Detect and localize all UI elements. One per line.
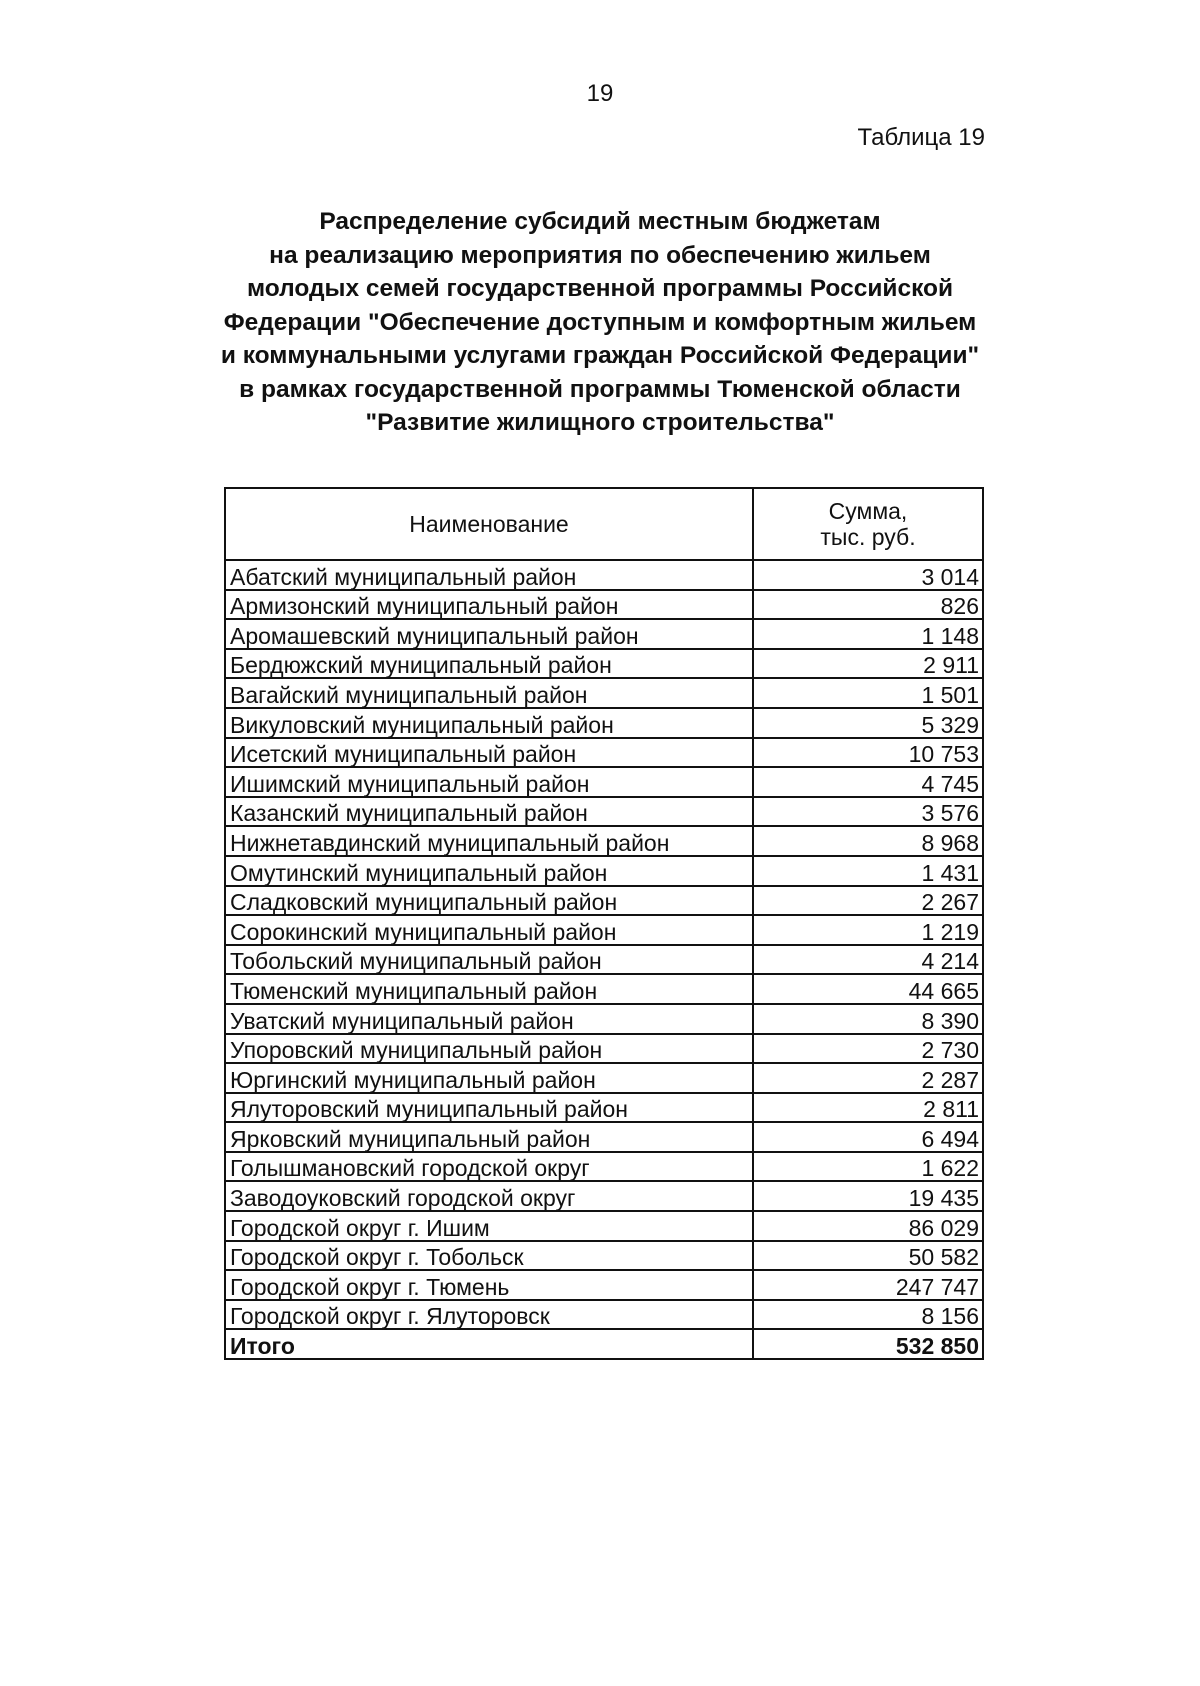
table-row <box>225 1152 983 1182</box>
row-name: Юргинский муниципальный район <box>225 1063 753 1093</box>
row-name: Городской округ г. Ишим <box>225 1211 753 1241</box>
row-name: Городской округ г. Тюмень <box>225 1270 753 1300</box>
row-sum: 4 214 <box>753 945 983 975</box>
row-sum: 1 148 <box>753 619 983 649</box>
table-header-row <box>225 488 983 560</box>
table-row <box>225 649 983 679</box>
row-sum: 50 582 <box>753 1241 983 1271</box>
table-row <box>225 767 983 797</box>
table-label: Таблица 19 <box>857 124 985 151</box>
row-sum: 19 435 <box>753 1181 983 1211</box>
table-row <box>225 915 983 945</box>
title-line: на реализацию мероприятия по обеспечению жильем <box>269 241 931 269</box>
title-line: молодых семей государственной программы Российской <box>246 275 954 302</box>
row-name: Армизонский муниципальный район <box>225 590 753 620</box>
row-name: Ярковский муниципальный район <box>225 1122 753 1152</box>
table-row <box>225 1004 983 1034</box>
table-row <box>225 678 983 708</box>
row-sum: 1 219 <box>753 915 983 945</box>
table-body <box>225 560 983 1359</box>
row-sum: 247 747 <box>753 1270 983 1300</box>
table-row <box>225 1093 983 1123</box>
row-sum: 8 390 <box>753 1004 983 1034</box>
title-line: Федерации "Обеспечение доступным и комфортным жильем <box>223 308 977 336</box>
row-sum: 2 267 <box>753 886 983 916</box>
row-name: Городской округ г. Ялуторовск <box>225 1300 753 1330</box>
row-sum: 3 014 <box>753 560 983 590</box>
table-row <box>225 738 983 768</box>
row-name: Абатский муниципальный район <box>225 560 753 590</box>
table-row <box>225 886 983 916</box>
subsidy-table <box>224 487 984 1360</box>
row-sum: 2 911 <box>753 649 983 679</box>
row-sum: 2 287 <box>753 1063 983 1093</box>
row-name: Тобольский муниципальный район <box>225 945 753 975</box>
row-sum: 86 029 <box>753 1211 983 1241</box>
row-name: Заводоуковский городской округ <box>225 1181 753 1211</box>
title-line: в рамках государственной программы Тюменской области <box>239 375 961 403</box>
header-sum-line2: тыс. руб. <box>820 524 916 550</box>
row-name: Омутинский муниципальный район <box>225 856 753 886</box>
table-row <box>225 1241 983 1271</box>
row-sum: 2 811 <box>753 1093 983 1123</box>
row-name: Упоровский муниципальный район <box>225 1034 753 1064</box>
document-title <box>0 205 1200 440</box>
total-sum: 532 850 <box>753 1329 983 1359</box>
row-name: Уватский муниципальный район <box>225 1004 753 1034</box>
row-name: Сорокинский муниципальный район <box>225 915 753 945</box>
page-number: 19 <box>586 80 614 107</box>
table-row <box>225 708 983 738</box>
table-row <box>225 1063 983 1093</box>
row-name: Аромашевский муниципальный район <box>225 619 753 649</box>
table-row <box>225 1122 983 1152</box>
header-sum-line1: Сумма, <box>828 498 908 524</box>
table-row <box>225 1211 983 1241</box>
row-name: Сладковский муниципальный район <box>225 886 753 916</box>
row-name: Викуловский муниципальный район <box>225 708 753 738</box>
row-name: Голышмановский городской округ <box>225 1152 753 1182</box>
row-name: Вагайский муниципальный район <box>225 678 753 708</box>
row-sum: 44 665 <box>753 974 983 1004</box>
row-name: Исетский муниципальный район <box>225 738 753 768</box>
table-row <box>225 590 983 620</box>
table-row <box>225 797 983 827</box>
total-row <box>225 1329 983 1359</box>
table-row <box>225 974 983 1004</box>
row-sum: 6 494 <box>753 1122 983 1152</box>
table-row <box>225 1181 983 1211</box>
header-sum <box>753 488 983 560</box>
row-sum: 1 431 <box>753 856 983 886</box>
row-name: Тюменский муниципальный район <box>225 974 753 1004</box>
header-name: Наименование <box>225 488 753 560</box>
row-name: Ялуторовский муниципальный район <box>225 1093 753 1123</box>
title-line: и коммунальными услугами граждан Российской Федерации" <box>220 342 980 369</box>
row-sum: 2 730 <box>753 1034 983 1064</box>
row-name: Городской округ г. Тобольск <box>225 1241 753 1271</box>
row-name: Нижнетавдинский муниципальный район <box>225 826 753 856</box>
table-row <box>225 945 983 975</box>
table-row <box>225 856 983 886</box>
row-sum: 1 622 <box>753 1152 983 1182</box>
row-sum: 4 745 <box>753 767 983 797</box>
table-row <box>225 826 983 856</box>
table-row <box>225 560 983 590</box>
row-sum: 1 501 <box>753 678 983 708</box>
row-sum: 826 <box>753 590 983 620</box>
row-sum: 8 156 <box>753 1300 983 1330</box>
row-sum: 3 576 <box>753 797 983 827</box>
row-name: Бердюжский муниципальный район <box>225 649 753 679</box>
row-sum: 10 753 <box>753 738 983 768</box>
table-row <box>225 1300 983 1330</box>
row-name: Ишимский муниципальный район <box>225 767 753 797</box>
row-sum: 8 968 <box>753 826 983 856</box>
row-sum: 5 329 <box>753 708 983 738</box>
table-row <box>225 1034 983 1064</box>
title-line: Распределение субсидий местным бюджетам <box>319 208 881 235</box>
title-line: "Развитие жилищного строительства" <box>365 409 835 436</box>
total-label: Итого <box>225 1329 753 1359</box>
table-row <box>225 1270 983 1300</box>
table-row <box>225 619 983 649</box>
row-name: Казанский муниципальный район <box>225 797 753 827</box>
